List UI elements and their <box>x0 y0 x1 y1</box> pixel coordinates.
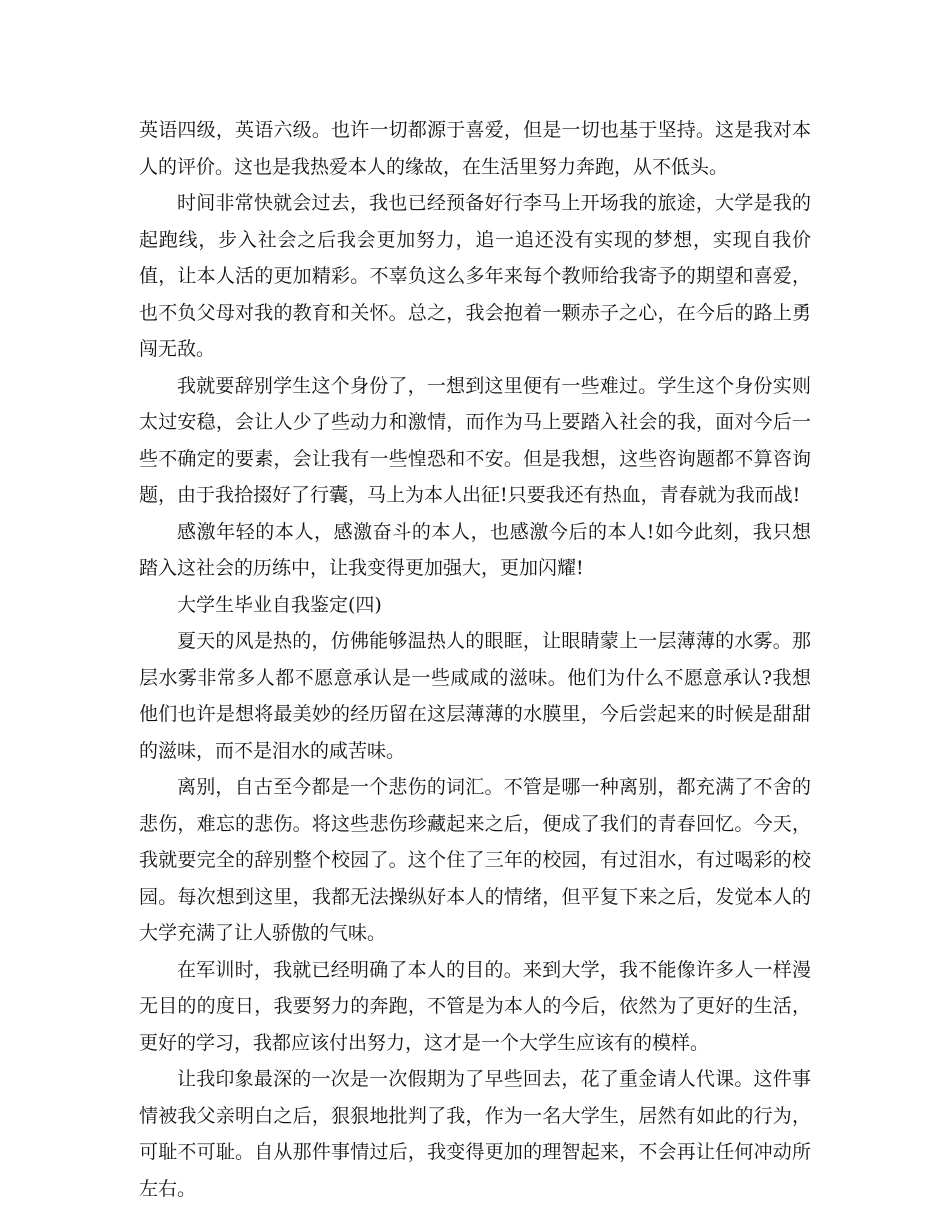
paragraph: 夏天的风是热的，仿佛能够温热人的眼眶，让眼睛蒙上一层薄薄的水雾。那层水雾非常多人都不愿意承认是一些咸咸的滋味。他们为什么不愿意承认?我想他们也许是想将最美妙的经历留在这层薄薄的水膜里，今后尝起来的时候是甜甜的滋味，而不是泪水的咸苦味。 <box>139 630 811 762</box>
document-page <box>139 112 811 1207</box>
paragraph: 感激年轻的本人，感激奋斗的本人，也感激今后的本人!如今此刻，我只想踏入这社会的历练中，让我变得更加强大，更加闪耀! <box>139 520 811 579</box>
paragraph: 在军训时，我就已经明确了本人的目的。来到大学，我不能像许多人一样漫无目的的度日，我要努力的奔跑，不管是为本人的今后，依然为了更好的生活，更好的学习，我都应该付出努力，这才是一个大学生应该有的模样。 <box>139 958 811 1054</box>
paragraph: 让我印象最深的一次是一次假期为了早些回去，花了重金请人代课。这件事情被我父亲明白之后，狠狠地批判了我，作为一名大学生，居然有如此的行为，可耻不可耻。自从那件事情过后，我变得更加的理智起来，不会再让任何冲动所左右。 <box>139 1068 811 1200</box>
paragraph: 时间非常快就会过去，我也已经预备好行李马上开场我的旅途，大学是我的起跑线，步入社会之后我会更加努力，追一追还没有实现的梦想，实现自我价值，让本人活的更加精彩。不辜负这么多年来每个教师给我寄予的期望和喜爱，也不负父母对我的教育和关怀。总之，我会抱着一颗赤子之心，在今后的路上勇闯无敌。 <box>139 192 811 360</box>
paragraph-continuation: 英语四级，英语六级。也许一切都源于喜爱，但是一切也基于坚持。这是我对本人的评价。这也是我热爱本人的缘故，在生活里努力奔跑，从不低头。 <box>139 119 811 178</box>
paragraph: 我就要辞别学生这个身份了，一想到这里便有一些难过。学生这个身份实则太过安稳，会让人少了些动力和激情，而作为马上要踏入社会的我，面对今后一些不确定的要素，会让我有一些惶恐和不安。但是我想，这些咨询题都不算咨询题，由于我拾掇好了行囊，马上为本人出征!只要我还有热血，青春就为我而战! <box>139 374 811 506</box>
paragraph: 离别，自古至今都是一个悲伤的词汇。不管是哪一种离别，都充满了不舍的悲伤，难忘的悲伤。将这些悲伤珍藏起来之后，便成了我们的青春回忆。今天，我就要完全的辞别整个校园了。这个住了三年的校园，有过泪水，有过喝彩的校园。每次想到这里，我都无法操纵好本人的情绪，但平复下来之后，发觉本人的大学充满了让人骄傲的气味。 <box>139 776 811 944</box>
section-heading: 大学生毕业自我鉴定(四) <box>177 593 382 616</box>
